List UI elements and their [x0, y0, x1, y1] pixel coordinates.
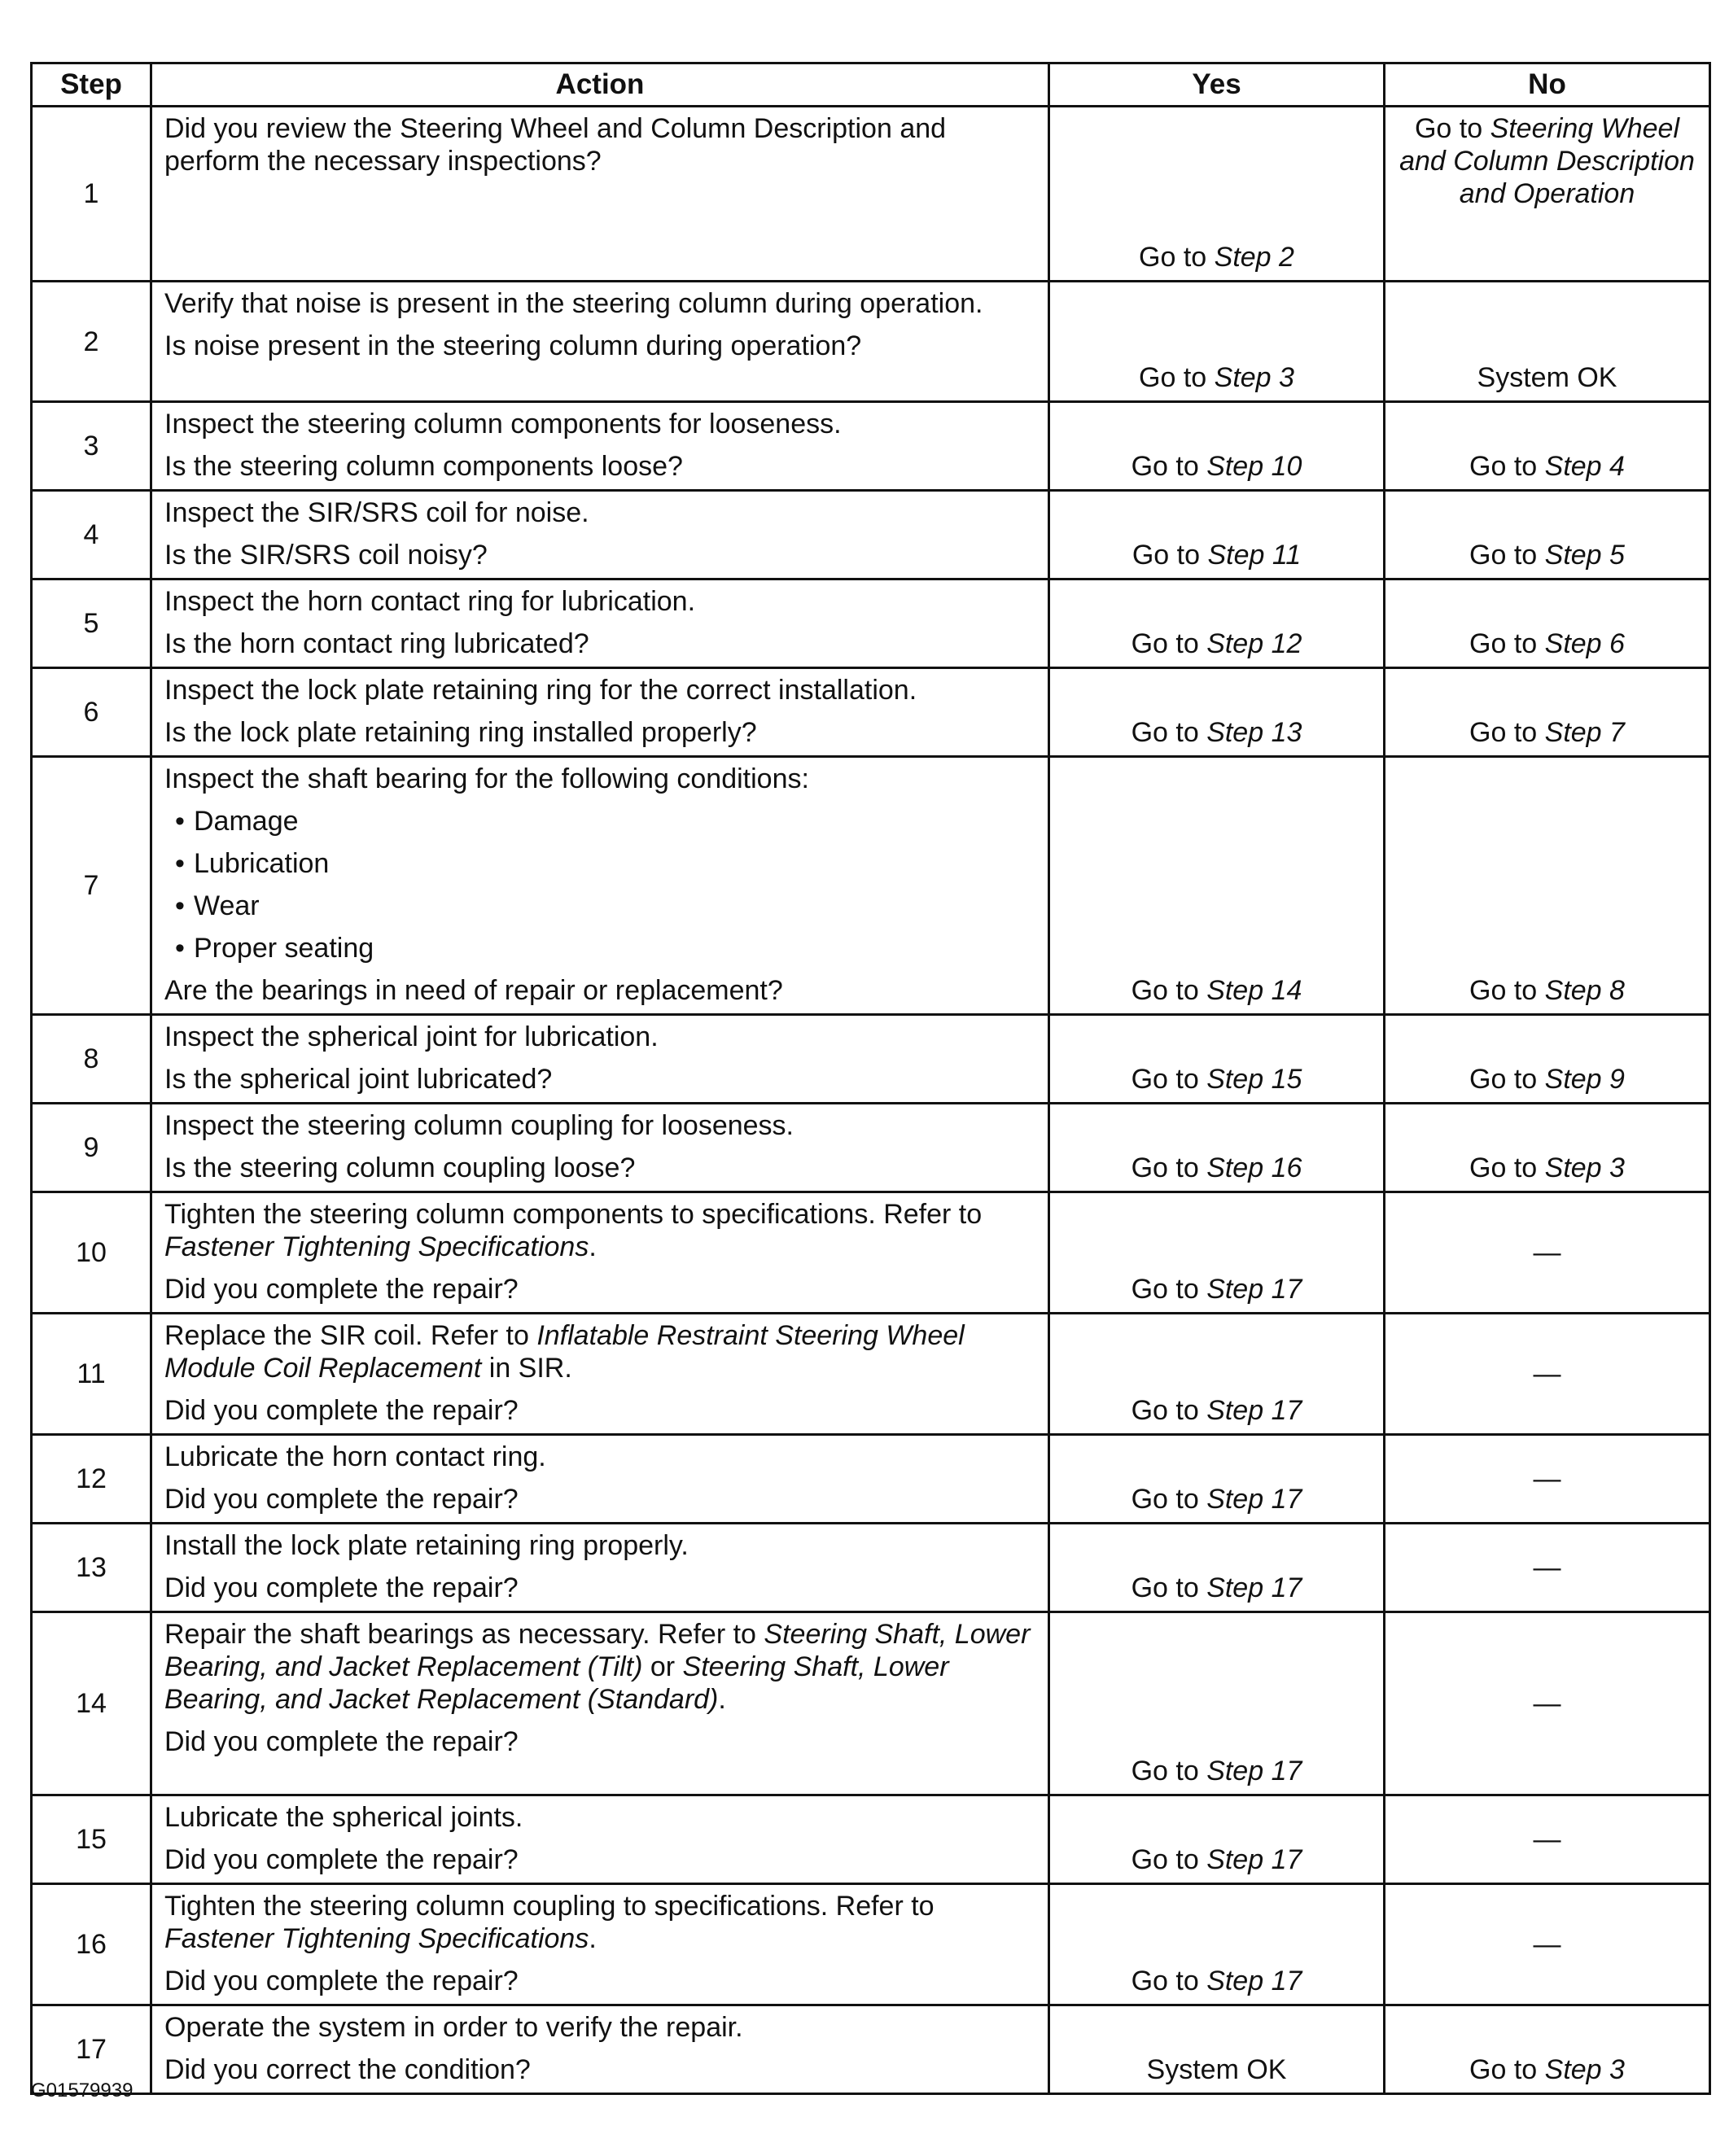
text-run: Is the steering column components loose?: [164, 451, 683, 482]
italic-reference-text: Step 3: [1214, 362, 1294, 393]
step-number: 2: [32, 282, 151, 402]
italic-reference-text: Step 3: [1544, 2054, 1625, 2085]
action-paragraph: [164, 1441, 1040, 1473]
italic-reference-text: Step 17: [1206, 1844, 1302, 1875]
text-run: —: [1533, 1237, 1561, 1268]
no-result: [1385, 1314, 1710, 1435]
step-number: 13: [32, 1524, 151, 1612]
no-result: [1385, 491, 1710, 579]
action-paragraph: [164, 1725, 1040, 1758]
text-run: Wear: [194, 890, 260, 921]
italic-reference-text: Step 17: [1206, 1395, 1302, 1426]
text-run: Did you complete the repair?: [164, 1966, 519, 1996]
italic-reference-text: Steering Wheel and Column Description and Operation: [1399, 113, 1695, 209]
text-run: Did you complete the repair?: [164, 1572, 519, 1603]
yes-result: [1049, 1884, 1385, 2005]
text-run: Did you complete the repair?: [164, 1274, 519, 1305]
action-paragraph: [164, 330, 1040, 362]
header-action: Action: [151, 63, 1049, 107]
text-run: Go to: [1131, 717, 1207, 748]
header-row: [32, 63, 1710, 107]
action-cell: [151, 402, 1049, 491]
yes-result: [1049, 668, 1385, 757]
action-paragraph: [164, 1152, 1040, 1184]
text-run: Did you complete the repair?: [164, 1844, 519, 1875]
yes-result: [1049, 1795, 1385, 1884]
no-result: [1385, 1795, 1710, 1884]
action-paragraph: [164, 1618, 1040, 1716]
no-result: [1385, 1884, 1710, 2005]
action-paragraph: [164, 112, 1040, 177]
yes-result: [1049, 1612, 1385, 1795]
text-run: Go to: [1469, 2054, 1545, 2085]
action-paragraph: [164, 1529, 1040, 1562]
yes-result: [1049, 491, 1385, 579]
text-run: Go to: [1139, 242, 1215, 273]
action-paragraph: [164, 1021, 1040, 1053]
italic-reference-text: Step 17: [1206, 1484, 1302, 1515]
text-run: Go to: [1131, 1152, 1207, 1183]
text-run: Is the horn contact ring lubricated?: [164, 628, 589, 659]
italic-reference-text: Steering Shaft, Lower Bearing, and Jacket Replacement (Tilt): [164, 1619, 1031, 1682]
table-row: [32, 107, 1710, 282]
text-run: Go to: [1131, 975, 1207, 1006]
text-run: Go to: [1469, 540, 1545, 571]
text-run: Go to: [1131, 451, 1207, 482]
action-paragraph: [164, 974, 1040, 1007]
yes-result: [1049, 1104, 1385, 1192]
text-run: Did you review the Steering Wheel and Column Description and perform the necessary inspections?: [164, 113, 947, 177]
text-run: Go to: [1469, 628, 1545, 659]
yes-result: [1049, 282, 1385, 402]
text-run: Lubricate the spherical joints.: [164, 1802, 523, 1833]
action-cell: [151, 282, 1049, 402]
no-result: [1385, 757, 1710, 1015]
text-run: Is the steering column coupling loose?: [164, 1152, 636, 1183]
italic-reference-text: Step 5: [1544, 540, 1625, 571]
text-run: —: [1533, 1688, 1561, 1719]
italic-reference-text: Step 17: [1206, 1274, 1302, 1305]
italic-reference-text: Step 7: [1544, 717, 1625, 748]
bullet-item: [164, 890, 1040, 922]
text-run: Inspect the horn contact ring for lubrication.: [164, 586, 696, 617]
text-run: Inspect the lock plate retaining ring for the correct installation.: [164, 675, 917, 706]
table-row: [32, 579, 1710, 668]
text-run: Go to: [1131, 1274, 1207, 1305]
italic-reference-text: Fastener Tightening Specifications: [164, 1231, 589, 1262]
no-result: [1385, 402, 1710, 491]
table-row: [32, 1104, 1710, 1192]
table-row: [32, 491, 1710, 579]
no-result: [1385, 1435, 1710, 1524]
action-paragraph: [164, 716, 1040, 749]
text-run: Go to: [1469, 975, 1545, 1006]
step-number: 12: [32, 1435, 151, 1524]
italic-reference-text: Step 17: [1206, 1966, 1302, 1996]
action-paragraph: [164, 1801, 1040, 1834]
bullet-item: [164, 847, 1040, 880]
yes-result: [1049, 757, 1385, 1015]
yes-result: [1049, 107, 1385, 282]
text-run: Verify that noise is present in the steering column during operation.: [164, 288, 983, 319]
text-run: Go to: [1139, 362, 1215, 393]
text-run: Operate the system in order to verify the repair.: [164, 2012, 743, 2043]
text-run: Is the spherical joint lubricated?: [164, 1064, 553, 1095]
no-result: [1385, 1015, 1710, 1104]
italic-reference-text: Step 10: [1206, 451, 1302, 482]
table-row: [32, 1314, 1710, 1435]
action-paragraph: [164, 585, 1040, 618]
action-paragraph: [164, 1965, 1040, 1997]
no-result: [1385, 1524, 1710, 1612]
text-run: Install the lock plate retaining ring properly.: [164, 1530, 689, 1561]
figure-code: G01579939: [31, 2079, 134, 2101]
text-run: —: [1533, 1824, 1561, 1855]
text-run: Did you complete the repair?: [164, 1484, 519, 1515]
text-run: Go to: [1131, 1064, 1207, 1095]
text-run: Replace the SIR coil. Refer to: [164, 1320, 537, 1351]
action-cell: [151, 1192, 1049, 1314]
text-run: Go to: [1469, 451, 1545, 482]
action-paragraph: [164, 1198, 1040, 1263]
action-cell: [151, 668, 1049, 757]
text-run: Go to: [1131, 1966, 1207, 1996]
yes-result: [1049, 579, 1385, 668]
yes-result: [1049, 1192, 1385, 1314]
action-paragraph: [164, 408, 1040, 440]
action-cell: [151, 1612, 1049, 1795]
header-no: No: [1385, 63, 1710, 107]
action-paragraph: [164, 1319, 1040, 1384]
action-paragraph: [164, 2011, 1040, 2044]
text-run: Inspect the spherical joint for lubrication.: [164, 1021, 659, 1052]
text-run: Go to: [1131, 1395, 1207, 1426]
text-run: Go to: [1131, 1844, 1207, 1875]
action-paragraph: [164, 1890, 1040, 1955]
table-row: [32, 402, 1710, 491]
text-run: in SIR.: [481, 1353, 572, 1384]
text-run: Go to: [1469, 1064, 1545, 1095]
text-run: Inspect the steering column coupling for looseness.: [164, 1110, 794, 1141]
header-step: Step: [32, 63, 151, 107]
text-run: —: [1533, 1929, 1561, 1960]
action-cell: [151, 1314, 1049, 1435]
text-run: Is the lock plate retaining ring installed properly?: [164, 717, 757, 748]
text-run: Go to: [1469, 717, 1545, 748]
text-run: System OK: [1146, 2054, 1287, 2085]
italic-reference-text: Step 15: [1206, 1064, 1302, 1095]
text-run: Go to: [1469, 1152, 1545, 1183]
text-run: System OK: [1477, 362, 1617, 393]
action-cell: [151, 1524, 1049, 1612]
text-run: .: [589, 1923, 597, 1954]
text-run: Did you correct the condition?: [164, 2054, 531, 2085]
action-cell: [151, 579, 1049, 668]
italic-reference-text: Step 16: [1206, 1152, 1302, 1183]
action-cell: [151, 1795, 1049, 1884]
italic-reference-text: Step 9: [1544, 1064, 1625, 1095]
no-result: [1385, 668, 1710, 757]
action-cell: [151, 757, 1049, 1015]
action-cell: [151, 1884, 1049, 2005]
text-run: Tighten the steering column coupling to specifications. Refer to: [164, 1891, 935, 1922]
action-paragraph: [164, 1273, 1040, 1305]
text-run: Damage: [194, 806, 299, 837]
table-row: [32, 1524, 1710, 1612]
action-paragraph: [164, 1843, 1040, 1876]
action-paragraph: [164, 763, 1040, 795]
text-run: Is the SIR/SRS coil noisy?: [164, 540, 488, 571]
action-cell: [151, 1435, 1049, 1524]
no-result: [1385, 1612, 1710, 1795]
text-run: or: [642, 1651, 683, 1682]
italic-reference-text: Fastener Tightening Specifications: [164, 1923, 589, 1954]
step-number: 1: [32, 107, 151, 282]
text-run: Go to: [1132, 540, 1208, 571]
text-run: Go to: [1131, 1484, 1207, 1515]
text-run: Go to: [1131, 1572, 1207, 1603]
action-paragraph: [164, 1572, 1040, 1604]
yes-result: [1049, 1524, 1385, 1612]
italic-reference-text: Steering Shaft, Lower Bearing, and Jacket Replacement (Standard): [164, 1651, 949, 1715]
italic-reference-text: Inflatable Restraint Steering Wheel Module Coil Replacement: [164, 1320, 965, 1384]
text-run: Go to: [1414, 113, 1490, 144]
step-number: 6: [32, 668, 151, 757]
table-row: [32, 1435, 1710, 1524]
table-row: [32, 1795, 1710, 1884]
action-paragraph: [164, 1483, 1040, 1515]
table-row: [32, 1192, 1710, 1314]
action-cell: [151, 491, 1049, 579]
no-result: [1385, 282, 1710, 402]
text-run: Lubricate the horn contact ring.: [164, 1441, 546, 1472]
step-number: 9: [32, 1104, 151, 1192]
action-paragraph: [164, 674, 1040, 706]
step-number: 17: [32, 2005, 151, 2094]
step-number: 8: [32, 1015, 151, 1104]
text-run: —: [1533, 1463, 1561, 1494]
italic-reference-text: Step 4: [1544, 451, 1625, 482]
italic-reference-text: Step 2: [1214, 242, 1294, 273]
text-run: Inspect the steering column components for looseness.: [164, 409, 842, 440]
italic-reference-text: Step 14: [1206, 975, 1302, 1006]
step-number: 15: [32, 1795, 151, 1884]
text-run: Proper seating: [194, 933, 374, 964]
text-run: Tighten the steering column components to specifications. Refer to: [164, 1199, 983, 1230]
bullet-item: [164, 805, 1040, 837]
text-run: Did you complete the repair?: [164, 1726, 519, 1757]
no-result: [1385, 107, 1710, 282]
table-row: [32, 282, 1710, 402]
diagnostic-table: [30, 62, 1711, 2095]
step-number: 10: [32, 1192, 151, 1314]
yes-result: [1049, 402, 1385, 491]
yes-result: [1049, 1435, 1385, 1524]
action-paragraph: [164, 539, 1040, 571]
step-number: 16: [32, 1884, 151, 2005]
action-paragraph: [164, 1109, 1040, 1142]
italic-reference-text: Step 3: [1544, 1152, 1625, 1183]
action-paragraph: [164, 287, 1040, 320]
action-cell: [151, 1104, 1049, 1192]
text-run: Did you complete the repair?: [164, 1395, 519, 1426]
yes-result: [1049, 2005, 1385, 2094]
yes-result: [1049, 1015, 1385, 1104]
action-paragraph: [164, 1063, 1040, 1095]
text-run: —: [1533, 1358, 1561, 1389]
action-paragraph: [164, 1394, 1040, 1427]
no-result: [1385, 579, 1710, 668]
action-paragraph: [164, 2053, 1040, 2086]
no-result: [1385, 1192, 1710, 1314]
step-number: 3: [32, 402, 151, 491]
table-row: [32, 757, 1710, 1015]
table-row: [32, 1015, 1710, 1104]
text-run: Lubrication: [194, 848, 330, 879]
table-row: [32, 2005, 1710, 2094]
action-cell: [151, 1015, 1049, 1104]
italic-reference-text: Step 6: [1544, 628, 1625, 659]
text-run: Go to: [1131, 1756, 1207, 1786]
text-run: Inspect the shaft bearing for the following conditions:: [164, 763, 809, 794]
no-result: [1385, 2005, 1710, 2094]
action-cell: [151, 2005, 1049, 2094]
italic-reference-text: Step 12: [1206, 628, 1302, 659]
action-cell: [151, 107, 1049, 282]
yes-result: [1049, 1314, 1385, 1435]
italic-reference-text: Step 17: [1206, 1756, 1302, 1786]
step-number: 4: [32, 491, 151, 579]
italic-reference-text: Step 17: [1206, 1572, 1302, 1603]
text-run: —: [1533, 1552, 1561, 1583]
text-run: Are the bearings in need of repair or replacement?: [164, 975, 783, 1006]
italic-reference-text: Step 13: [1206, 717, 1302, 748]
no-result: [1385, 1104, 1710, 1192]
text-run: .: [589, 1231, 597, 1262]
table-row: [32, 668, 1710, 757]
text-run: .: [718, 1684, 726, 1715]
text-run: Is noise present in the steering column during operation?: [164, 330, 862, 361]
table-row: [32, 1612, 1710, 1795]
step-number: 11: [32, 1314, 151, 1435]
bullet-item: [164, 932, 1040, 964]
header-yes: Yes: [1049, 63, 1385, 107]
step-number: 5: [32, 579, 151, 668]
text-run: Repair the shaft bearings as necessary. Refer to: [164, 1619, 764, 1650]
table-row: [32, 1884, 1710, 2005]
step-number: 7: [32, 757, 151, 1015]
text-run: Inspect the SIR/SRS coil for noise.: [164, 497, 589, 528]
step-number: 14: [32, 1612, 151, 1795]
action-paragraph: [164, 450, 1040, 483]
text-run: Go to: [1131, 628, 1207, 659]
italic-reference-text: Step 11: [1207, 540, 1302, 571]
italic-reference-text: Step 8: [1544, 975, 1625, 1006]
action-paragraph: [164, 628, 1040, 660]
action-paragraph: [164, 496, 1040, 529]
